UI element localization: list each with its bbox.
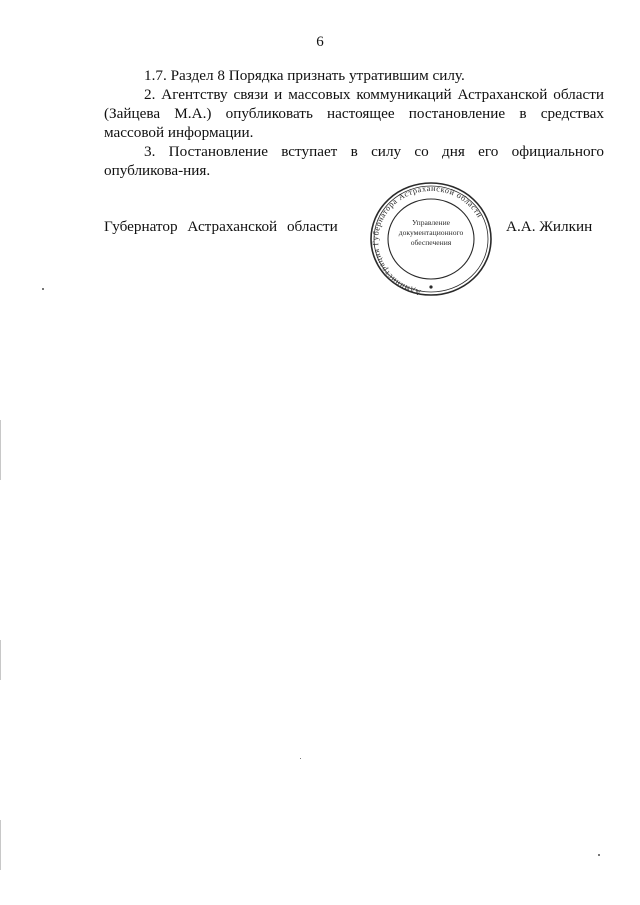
seal-inner-line-2: документационного: [398, 228, 464, 237]
scan-speck: [42, 288, 44, 290]
scan-edge-mark: [0, 820, 1, 870]
paragraph-1-7: 1.7. Раздел 8 Порядка признать утратившим силу.: [144, 67, 465, 84]
seal-outer-text: Администрация Губернатора Астраханской области: [370, 183, 485, 298]
scan-edge-mark: [0, 640, 1, 680]
scan-edge-mark: [0, 420, 1, 480]
signatory-name: А.А. Жилкин: [506, 218, 593, 235]
scan-speck: [300, 758, 301, 759]
page-number: 6: [316, 34, 324, 50]
seal-inner-line-1: Управление: [411, 218, 451, 227]
seal-inner-line-3: обеспечения: [410, 238, 452, 247]
scan-speck: [598, 854, 600, 856]
paragraph-2: 2. Агентству связи и массовых коммуникаций Астраханской области (Зайцева М.А.) опубликовать настоящее постановление в средствах массовой информации.: [104, 86, 604, 141]
paragraph-3: 3. Постановление вступает в силу со дня его официального опубликова-ния.: [104, 143, 604, 179]
signatory-title: Губернатор Астраханской области: [104, 218, 338, 235]
official-seal: [367, 180, 495, 298]
document-body: [104, 66, 604, 180]
